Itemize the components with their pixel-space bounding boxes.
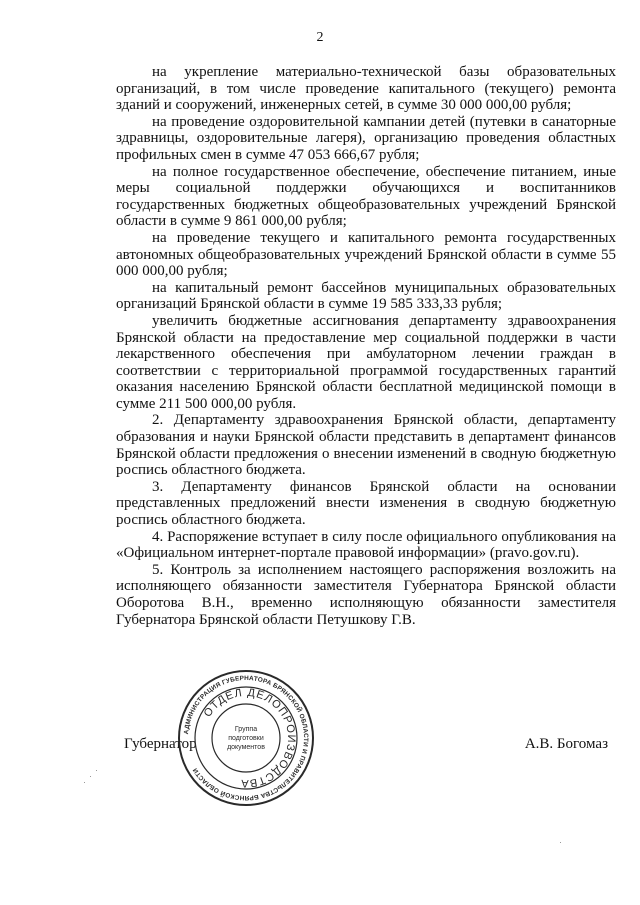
stamp-outer-ring-text: АДМИНИСТРАЦИЯ ГУБЕРНАТОРА БРЯНСКОЙ ОБЛАСТИ И ПРАВИТЕЛЬСТВА БРЯНСКОЙ ОБЛАСТИ	[183, 674, 310, 802]
paragraph-item-4: 4. Распоряжение вступает в силу после официального опубликования на «Официальном интернет-портале правовой информации» (pravo.gov.ru).	[116, 528, 616, 562]
paragraph-education-infrastructure: на укрепление материально-технической базы образовательных организаций, в том числе проведение капитального (текущего) ремонта зданий и сооружений, инженерных сетей, в сумме 30 000 000,00 рубля;	[116, 64, 616, 114]
document-body	[116, 64, 616, 628]
paragraph-state-support: на полное государственное обеспечение, обеспечение питанием, иные меры социальной поддержки обучающихся и воспитанников государственных бюджетных общеобразовательных учреждений Брянской области в сумме 9 861 000,00 рубля;	[116, 163, 616, 230]
paragraph-healthcare-allocation: увеличить бюджетные ассигнования департаменту здравоохранения Брянской области на предоставление мер социальной поддержки в части лекарственного обеспечения при амбулаторном лечении граждан в соответствии с территориальной программой государственных гарантий оказания населению Брянской области бесплатной медицинской помощи в сумме 211 500 000,00 рубля.	[116, 312, 616, 412]
paragraph-pool-repair: на капитальный ремонт бассейнов муниципальных образовательных организаций Брянской области в сумме 19 585 333,33 рубля;	[116, 279, 616, 313]
scan-speck	[560, 842, 561, 843]
stamp-seal-graphic	[176, 668, 316, 808]
stamp-center-line: документов	[227, 744, 265, 751]
scan-speck	[90, 776, 91, 777]
signature-name: А.В. Богомаз	[524, 736, 608, 752]
paragraph-children-recreation: на проведение оздоровительной кампании детей (путевки в санаторные здравницы, оздоровительные лагеря), организацию проведения областных профильных смен в сумме 47 053 666,67 рубля;	[116, 113, 616, 163]
signature-title: Губернатор	[124, 736, 197, 752]
paragraph-item-2: 2. Департаменту здравоохранения Брянской области, департаменту образования и науки Брянской области представить в департамент финансов Брянской области предложения о внесении изменений в сводную бюджетную роспись областного бюджета.	[116, 412, 616, 479]
paragraph-item-3: 3. Департаменту финансов Брянской области на основании представленных предложений внести изменения в сводную бюджетную роспись областного бюджета.	[116, 478, 616, 529]
scan-speck	[84, 782, 85, 783]
stamp-center-line: Группа	[234, 726, 258, 733]
official-stamp	[176, 668, 316, 808]
stamp-inner-ring-text: ОТДЕЛ ДЕЛОПРОИЗВОДСТВА	[201, 686, 298, 790]
scan-speck	[96, 770, 97, 771]
paragraph-item-5: 5. Контроль за исполнением настоящего распоряжения возложить на исполняющего обязанности заместителя Губернатора Брянской области Оборотова В.Н., временно исполняющую обязанности заместителя Губернатора Брянской области Петушкову Г.В.	[116, 561, 616, 628]
stamp-center-line: подготовки	[228, 735, 264, 742]
page-number: 2	[316, 30, 324, 45]
paragraph-school-repair: на проведение текущего и капитального ремонта государственных автономных общеобразовательных учреждений Брянской области в сумме 55 000 000,00 рубля;	[116, 229, 616, 280]
